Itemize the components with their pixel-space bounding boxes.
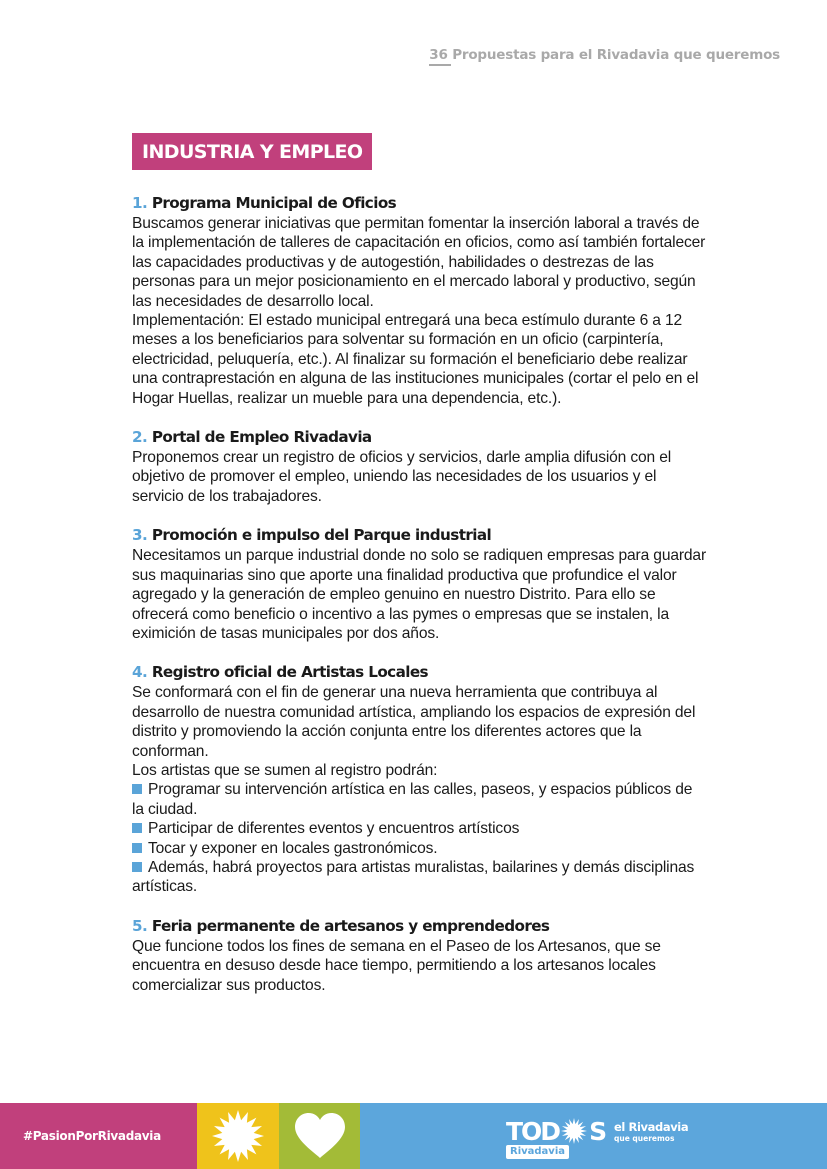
- todos-rivadavia-logo: [506, 1116, 689, 1157]
- section-title: INDUSTRIA Y EMPLEO: [132, 133, 372, 170]
- footer-heart-block: [279, 1103, 360, 1169]
- bullet-text: Además, habrá proyectos para artistas muralistas, bailarines y demás disciplinas artísticas.: [132, 858, 695, 896]
- square-bullet-icon: [132, 823, 142, 833]
- bullet-item: [132, 839, 707, 858]
- proposal-title-text: Feria permanente de artesanos y emprendedores: [151, 916, 550, 935]
- proposal-item: [132, 193, 707, 408]
- sun-icon: [210, 1108, 266, 1164]
- proposal-title: [132, 662, 707, 683]
- logo-sun-icon: [560, 1117, 588, 1145]
- page-number: 36: [429, 47, 448, 63]
- tagline-line2: que queremos: [614, 1134, 675, 1143]
- proposal-paragraph: Buscamos generar iniciativas que permitan fomentar la inserción laboral a través de la implementación de talleres de capacitación en oficios, como así también fortalecer las capacidades productivas y de autogestión, habilidades o destrezas de las personas para un mejor posicionamiento en el mercado laboral y productivo, según las necesidades de desarrollo local.: [132, 215, 706, 310]
- proposal-item: [132, 916, 707, 995]
- bullet-item: [132, 780, 707, 819]
- square-bullet-icon: [132, 784, 142, 794]
- proposal-title-text: Portal de Empleo Rivadavia: [151, 428, 372, 447]
- proposal-item: [132, 427, 707, 506]
- proposal-paragraph: Proponemos crear un registro de oficios y servicios, darle amplia difusión con el objetivo de promover el empleo, uniendo las necesidades de los usuarios y el servicio de los trabajadores.: [132, 449, 672, 505]
- hashtag: #PasionPorRivadavia: [23, 1129, 161, 1143]
- bullet-item: [132, 819, 707, 838]
- tagline-line1: el Rivadavia: [614, 1120, 689, 1134]
- proposal-paragraph: Implementación: El estado municipal entregará una beca estímulo durante 6 a 12 meses a los beneficiarios para solventar su formación en un oficio (carpintería, electricidad, peluquería, etc.). Al finalizar su formación el beneficiario debe realizar una contraprestación en alguna de las instituciones municipales (cortar el pelo en el Hogar Huellas, realizar un mueble para una dependencia, etc.).: [132, 312, 699, 407]
- square-bullet-icon: [132, 862, 142, 872]
- proposal-paragraph: Que funcione todos los fines de semana en el Paseo de los Artesanos, que se encuentra en desuso desde hace tiempo, permitiendo a los artesanos locales comercializar sus productos.: [132, 937, 661, 994]
- footer-hashtag-block: [0, 1103, 197, 1169]
- proposal-paragraph: Se conformará con el fin de generar una nueva herramienta que contribuya al desarrollo de nuestra comunidad artística, ampliando los espacios de expresión del distrito y promoviendo la acción conjunta entre los diferentes actores que la conforman.: [132, 684, 696, 760]
- proposal-number: 2.: [132, 428, 148, 447]
- bullet-text: Participar de diferentes eventos y encuentros artísticos: [148, 820, 520, 838]
- proposal-title: [132, 525, 707, 546]
- proposal-item: [132, 662, 707, 896]
- bullet-text: Programar su intervención artística en las calles, paseos, y espacios públicos de la ciudad.: [132, 781, 693, 818]
- proposal-number: 3.: [132, 526, 148, 545]
- footer-logo-block: [360, 1103, 827, 1169]
- proposal-list: [132, 193, 707, 1014]
- proposal-title: [132, 916, 707, 937]
- logo-badge: Rivadavia: [506, 1145, 569, 1159]
- proposal-paragraph: Necesitamos un parque industrial donde no solo se radiquen empresas para guardar sus maquinarias sino que aporte una finalidad productiva que profundice el valor agregado y la generación de empleo genuino en nuestro Distrito. Para ello se ofrecerá como beneficio o incentivo a las pymes o empresas que se instalen, la eximición de tasas municipales por dos años.: [132, 547, 706, 642]
- proposal-title-text: Promoción e impulso del Parque industrial: [151, 526, 492, 545]
- footer-banner: [0, 1103, 827, 1169]
- logo-wordmark-right: S: [589, 1116, 606, 1146]
- bullet-text: Tocar y exponer en locales gastronómicos.: [148, 839, 438, 857]
- heart-icon: [293, 1112, 347, 1160]
- proposal-paragraph: Los artistas que se sumen al registro podrán:: [132, 761, 438, 779]
- proposal-item: [132, 525, 707, 643]
- proposal-title-text: Registro oficial de Artistas Locales: [151, 663, 428, 682]
- bullet-item: [132, 858, 707, 897]
- proposal-title: [132, 193, 707, 214]
- square-bullet-icon: [132, 843, 142, 853]
- running-title: Propuestas para el Rivadavia que queremos: [452, 47, 780, 63]
- proposal-number: 1.: [132, 194, 148, 212]
- logo-wordmark: [506, 1117, 605, 1145]
- proposal-title: [132, 427, 707, 448]
- logo-wordmark-left: TOD: [506, 1116, 560, 1146]
- logo-tagline: [614, 1120, 688, 1144]
- footer-sun-block: [197, 1103, 279, 1169]
- proposal-title-text: Programa Municipal de Oficios: [151, 194, 397, 212]
- proposal-number: 4.: [132, 663, 148, 682]
- running-header: [429, 47, 780, 63]
- proposal-number: 5.: [132, 916, 148, 935]
